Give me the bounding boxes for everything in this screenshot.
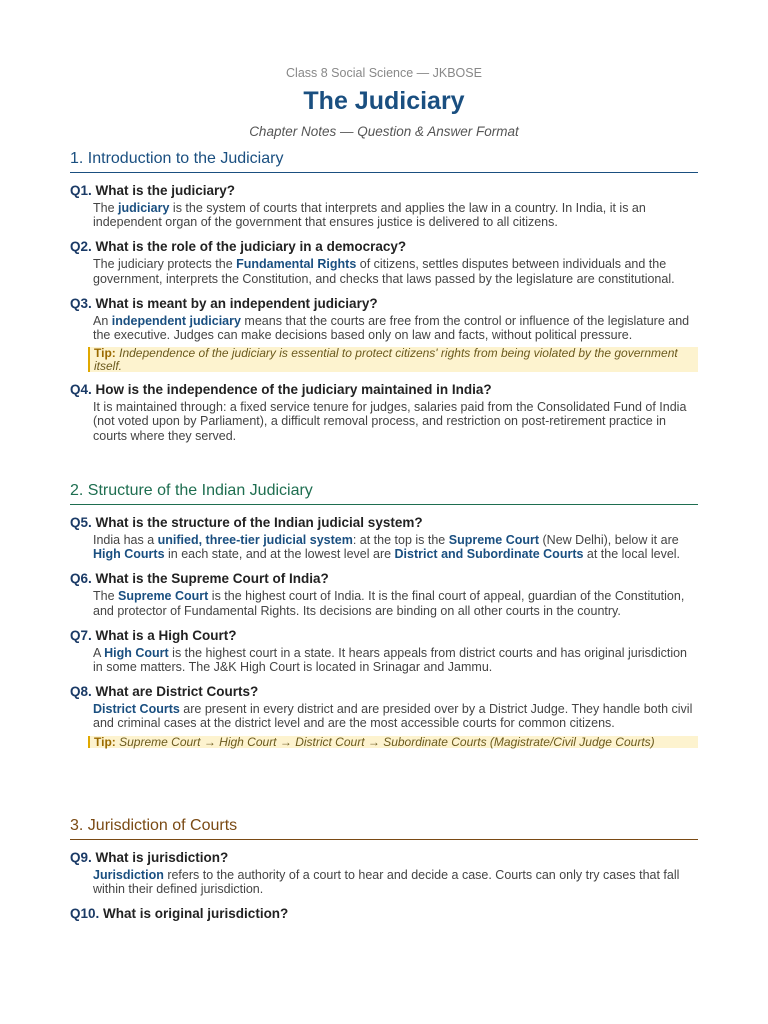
answer [93, 201, 698, 229]
section-introduction [70, 149, 698, 443]
answer-text: An [93, 313, 112, 328]
answer-text: in each state, and at the lowest level are [164, 547, 395, 562]
question [70, 850, 698, 866]
key-term: unified, three-tier judicial system [157, 533, 353, 547]
answer-text: refers to the authority of a court to hear and decide a case. Courts can only try cases that fall within their defined jurisdiction. [93, 868, 680, 897]
qa-item [70, 296, 698, 372]
qa-item [70, 515, 698, 561]
question-text: What is a High Court? [95, 627, 237, 643]
question [70, 571, 698, 587]
qa-item [70, 684, 698, 748]
section-title: 3. Jurisdiction of Courts [70, 816, 698, 840]
answer [93, 589, 698, 617]
answer-text: It is maintained through: a fixed service tenure for judges, salaries paid from the Consolidated Fund of India (not voted upon by Parliament), a difficult removal process, and restriction on post-retirement practice in courts where they served. [93, 400, 687, 443]
key-term: District and Subordinate Courts [394, 547, 584, 562]
question [70, 183, 698, 199]
qa-item [70, 628, 698, 674]
answer [93, 400, 698, 443]
question-number: Q3. [70, 295, 92, 311]
question-text: What is the structure of the Indian judicial system? [95, 515, 423, 530]
question-text: What is the judiciary? [95, 183, 236, 198]
page-subtitle: Chapter Notes — Question & Answer Format [249, 124, 519, 139]
question-number: Q2. [70, 239, 92, 255]
answer [93, 646, 698, 674]
key-term: Supreme Court [448, 533, 540, 547]
page-title: The Judiciary [303, 87, 465, 115]
question-number: Q8. [70, 684, 92, 700]
qa-item [70, 382, 698, 443]
section-structure [70, 481, 698, 748]
key-term: judiciary [118, 201, 170, 215]
question [70, 684, 698, 700]
question-text: What is jurisdiction? [95, 850, 229, 865]
qa-item [70, 906, 698, 922]
question-number: Q4. [70, 382, 92, 398]
question-text: What is original jurisdiction? [103, 906, 289, 922]
section-title: 1. Introduction to the Judiciary [70, 149, 698, 173]
question [70, 296, 698, 312]
question-number: Q6. [70, 571, 92, 587]
question-number: Q10. [70, 906, 100, 922]
key-term: District Courts [93, 702, 180, 717]
key-term: High Court [104, 645, 169, 660]
tip-text: Supreme Court → High Court → District Court → Subordinate Courts (Magistrate/Civil Judge Courts) [119, 734, 655, 749]
answer-text: India has a [93, 533, 158, 547]
question-text: How is the independence of the judiciary maintained in India? [95, 382, 492, 398]
tip-text: Independence of the judiciary is essential to protect citizens' rights from being violated by the government itself. [94, 346, 678, 373]
answer [93, 702, 698, 730]
answer-text: (New Delhi), below it are [539, 533, 679, 547]
question [70, 515, 698, 531]
section-title: 2. Structure of the Indian Judiciary [70, 481, 698, 505]
answer [93, 533, 698, 561]
qa-item [70, 571, 698, 617]
answer-text: are present in every district and are presided over by a District Judge. They handle both civil and criminal cases at the district level and are the most accessible courts for common citizens. [93, 702, 693, 731]
qa-item [70, 850, 698, 896]
tip-label: Tip: [94, 346, 116, 361]
question-number: Q5. [70, 515, 92, 530]
key-term: independent judiciary [111, 313, 241, 328]
tip-label: Tip: [94, 734, 116, 749]
question-text: What are District Courts? [95, 684, 259, 700]
answer-text: The judiciary protects the [93, 257, 237, 272]
question [70, 628, 698, 644]
answer-text: The [93, 201, 119, 215]
answer-text: means that the courts are free from the control or influence of the legislature and the executive. Judges can make decisions based only on law and facts, without political pressure. [93, 313, 690, 343]
key-term: High Courts [93, 547, 165, 562]
question-number: Q1. [70, 183, 92, 198]
question-text: What is the role of the judiciary in a democracy? [95, 239, 407, 255]
answer-text: at the local level. [583, 547, 681, 562]
question-number: Q7. [70, 627, 92, 643]
question-text: What is meant by an independent judiciary? [95, 295, 378, 311]
answer [93, 257, 698, 285]
answer-text: is the highest court of India. It is the final court of appeal, guardian of the Constitution, and protector of Fundamental Rights. Its decisions are binding on all other courts in the country. [93, 589, 685, 618]
document-header [0, 66, 768, 140]
question-text: What is the Supreme Court of India? [95, 571, 329, 587]
tip-box [88, 347, 698, 372]
course-label: Class 8 Social Science — JKBOSE [286, 66, 482, 80]
answer-text: is the system of courts that interprets and applies the law in a country. In India, it is an independent organ of the government that ensures justice is delivered to all citizens. [93, 201, 646, 230]
question [70, 906, 698, 922]
qa-item [70, 183, 698, 229]
question [70, 239, 698, 255]
key-term: Supreme Court [118, 589, 209, 604]
answer [93, 314, 698, 342]
answer-text: is the highest court in a state. It hears appeals from district courts and has original jurisdiction in some matters. The J&K High Court is located in Srinagar and Jammu. [93, 645, 688, 675]
section-jurisdiction [70, 816, 698, 922]
key-term: Fundamental Rights [236, 257, 357, 272]
answer [93, 868, 698, 896]
answer-text: A [93, 645, 105, 660]
answer-text: of citizens, settles disputes between individuals and the government, interprets the Constitution, and checks that laws passed by the legislature are constitutional. [93, 257, 675, 286]
qa-item [70, 239, 698, 285]
question-number: Q9. [70, 850, 92, 865]
question [70, 382, 698, 398]
answer-text: : at the top is the [352, 533, 449, 547]
answer-text: The [93, 589, 119, 604]
tip-box [88, 736, 698, 749]
key-term: Jurisdiction [93, 868, 164, 882]
